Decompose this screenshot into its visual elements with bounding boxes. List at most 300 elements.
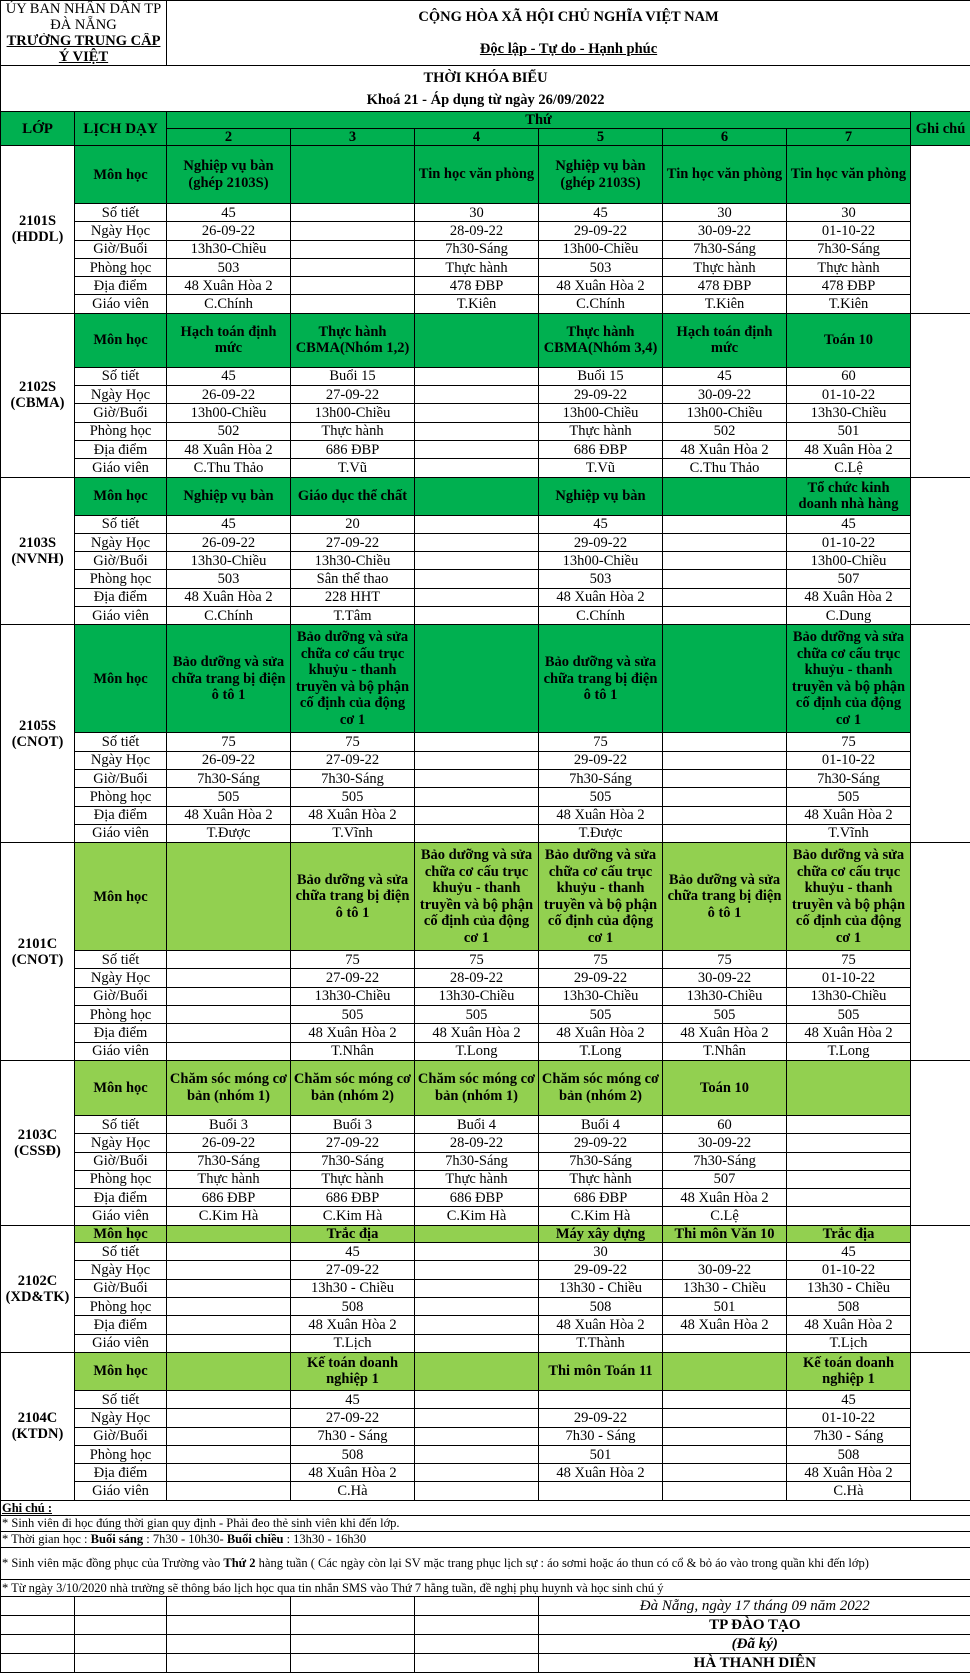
class-2104C-row-2	[1, 1409, 970, 1427]
value-cell	[415, 422, 539, 440]
value-cell: C.Kim Hà	[291, 1207, 415, 1225]
value-cell: 28-09-22	[415, 1134, 539, 1152]
header-row-2	[1, 33, 970, 66]
row-label: Ngày Học	[75, 969, 167, 987]
value-cell: T.Long	[787, 1042, 911, 1060]
value-cell: 7h30-Sáng	[539, 1152, 663, 1170]
class-2102C-row-2	[1, 1261, 970, 1279]
value-cell	[415, 1445, 539, 1463]
value-cell: 26-09-22	[167, 386, 291, 404]
class-code: 2101S	[18, 213, 57, 230]
row-label: Số tiết	[75, 1243, 167, 1261]
value-cell: 30-09-22	[663, 1261, 787, 1279]
class-2101S-row-2	[1, 222, 970, 240]
class-2102C-row-6	[1, 1334, 970, 1352]
signature-date: Đà Nẵng, ngày 17 tháng 09 năm 2022	[539, 1596, 970, 1615]
signature-dept: TP ĐÀO TẠO	[539, 1615, 970, 1634]
note-2-part: Buổi sáng	[90, 1532, 144, 1547]
value-cell: 501	[787, 422, 911, 440]
subtitle-row	[1, 90, 970, 112]
value-cell	[663, 751, 787, 769]
notes-row-3	[1, 1547, 970, 1579]
subject-cell	[167, 1352, 291, 1390]
value-cell: Thực hành	[291, 1170, 415, 1188]
value-cell: 28-09-22	[415, 222, 539, 240]
value-cell	[663, 806, 787, 824]
note-3	[1, 1547, 970, 1579]
row-label: Số tiết	[75, 1390, 167, 1408]
value-cell: 508	[787, 1445, 911, 1463]
blank-cell	[291, 1615, 415, 1634]
label-mon-hoc: Môn học	[75, 146, 167, 204]
class-2101C-row-4	[1, 1006, 970, 1024]
value-cell	[415, 1316, 539, 1334]
class-2101C-row-5	[1, 1024, 970, 1042]
subject-cell: Tin học văn phòng	[415, 146, 539, 204]
signature-name: HÀ THANH DIÊN	[539, 1653, 970, 1672]
value-cell	[415, 588, 539, 606]
value-cell: C.Kim Hà	[167, 1207, 291, 1225]
value-cell: T.Long	[415, 1042, 539, 1060]
subject-cell: Máy xây dựng	[539, 1225, 663, 1243]
value-cell: 75	[539, 733, 663, 751]
value-cell: 228 HHT	[291, 588, 415, 606]
subject-cell: Tổ chức kinh doanh nhà hàng	[787, 477, 911, 515]
subject-cell	[415, 1352, 539, 1390]
value-cell: 508	[291, 1445, 415, 1463]
value-cell	[291, 258, 415, 276]
value-cell: 48 Xuân Hòa 2	[663, 1024, 787, 1042]
value-cell	[663, 552, 787, 570]
class-name	[1, 625, 75, 843]
value-cell: 13h30-Chiều	[787, 404, 911, 422]
value-cell	[415, 788, 539, 806]
col-lich-day: LỊCH DẠY	[75, 112, 167, 146]
value-cell	[291, 277, 415, 295]
value-cell	[787, 1170, 911, 1188]
value-cell: 13h00-Chiều	[539, 404, 663, 422]
value-cell: T.Vĩnh	[291, 824, 415, 842]
signature-signed: (Đã ký)	[539, 1634, 970, 1653]
value-cell: Thực hành	[415, 258, 539, 276]
value-cell	[415, 1390, 539, 1408]
value-cell: C.Kim Hà	[415, 1207, 539, 1225]
value-cell	[167, 1006, 291, 1024]
row-label: Giờ/Buổi	[75, 1152, 167, 1170]
value-cell	[167, 1024, 291, 1042]
row-label: Giáo viên	[75, 459, 167, 477]
class-2101S-row-1	[1, 204, 970, 222]
label-mon-hoc: Môn học	[75, 1225, 167, 1243]
value-cell: 13h30-Chiều	[787, 987, 911, 1005]
value-cell	[663, 1409, 787, 1427]
value-cell: 75	[539, 951, 663, 969]
value-cell	[415, 607, 539, 625]
value-cell: 7h30 - Sáng	[291, 1427, 415, 1445]
class-major: (CNOT)	[11, 951, 64, 968]
class-major: (NVNH)	[11, 550, 64, 567]
value-cell: 686 ĐBP	[539, 1189, 663, 1207]
value-cell: 7h30-Sáng	[787, 769, 911, 787]
blank-cell	[415, 1596, 539, 1615]
class-2101C-row-6	[1, 1042, 970, 1060]
signature-row	[1, 1653, 970, 1672]
subject-cell: Bảo dưỡng và sửa chữa cơ cấu trục khuỷu - thanh truyền và bộ phận cố định của động cơ 1	[539, 843, 663, 951]
value-cell: 30	[663, 204, 787, 222]
value-cell: 27-09-22	[291, 386, 415, 404]
value-cell: 508	[291, 1298, 415, 1316]
row-label: Địa điểm	[75, 806, 167, 824]
value-cell: 507	[787, 570, 911, 588]
value-cell: 27-09-22	[291, 533, 415, 551]
subject-cell	[415, 625, 539, 733]
class-2102S-row-6	[1, 459, 970, 477]
blank-cell	[291, 1653, 415, 1672]
value-cell	[167, 1243, 291, 1261]
value-cell	[787, 1134, 911, 1152]
row-label: Giờ/Buổi	[75, 240, 167, 258]
value-cell: C.Thu Thảo	[167, 459, 291, 477]
value-cell	[415, 1279, 539, 1297]
class-2103S-row-3	[1, 552, 970, 570]
value-cell: C.Chính	[167, 607, 291, 625]
label-mon-hoc: Môn học	[75, 477, 167, 515]
subject-cell: Thi môn Văn 10	[663, 1225, 787, 1243]
value-cell: 30-09-22	[663, 386, 787, 404]
row-label: Ngày Học	[75, 533, 167, 551]
value-cell: 48 Xuân Hòa 2	[167, 440, 291, 458]
col-day-6: 6	[663, 129, 787, 146]
class-2103S-mon-row	[1, 477, 970, 515]
value-cell	[663, 607, 787, 625]
value-cell: T.Nhân	[291, 1042, 415, 1060]
value-cell: 507	[663, 1170, 787, 1188]
class-2102C-row-1	[1, 1243, 970, 1261]
row-label: Số tiết	[75, 204, 167, 222]
class-major: (HDDL)	[11, 229, 64, 246]
row-label: Địa điểm	[75, 440, 167, 458]
row-label: Ngày Học	[75, 1409, 167, 1427]
value-cell	[415, 386, 539, 404]
value-cell: 48 Xuân Hòa 2	[539, 1464, 663, 1482]
class-2105S-row-4	[1, 788, 970, 806]
value-cell: 75	[291, 951, 415, 969]
note-cell	[911, 1352, 970, 1500]
school-name: TRƯỜNG TRUNG CẤP Ý VIỆT	[1, 33, 167, 66]
subject-cell	[167, 843, 291, 951]
blank-cell	[291, 1634, 415, 1653]
value-cell: C.Hà	[787, 1482, 911, 1500]
value-cell: 505	[291, 788, 415, 806]
label-mon-hoc: Môn học	[75, 843, 167, 951]
value-cell: 26-09-22	[167, 533, 291, 551]
value-cell: 501	[663, 1298, 787, 1316]
value-cell	[415, 515, 539, 533]
row-label: Ngày Học	[75, 1261, 167, 1279]
value-cell	[167, 1298, 291, 1316]
subject-cell: Hạch toán định mức	[167, 313, 291, 367]
class-name	[1, 1352, 75, 1500]
col-thu: Thứ	[167, 112, 911, 129]
row-label: Địa điểm	[75, 588, 167, 606]
row-label: Giáo viên	[75, 1207, 167, 1225]
note-cell	[911, 1060, 970, 1225]
value-cell: 48 Xuân Hòa 2	[539, 277, 663, 295]
col-ghi-chu: Ghi chú	[911, 112, 970, 146]
value-cell: Thực hành	[539, 422, 663, 440]
value-cell: C.Chính	[167, 295, 291, 313]
value-cell	[663, 769, 787, 787]
value-cell: T.Kiên	[415, 295, 539, 313]
signature-row	[1, 1615, 970, 1634]
value-cell: 7h30-Sáng	[787, 240, 911, 258]
note-3-part: * Sinh viên mặc đồng phục của Trường vào	[2, 1556, 224, 1571]
value-cell	[663, 824, 787, 842]
class-2105S-row-3	[1, 769, 970, 787]
value-cell	[415, 1409, 539, 1427]
value-cell: 48 Xuân Hòa 2	[787, 1024, 911, 1042]
class-2105S-mon-row	[1, 625, 970, 733]
value-cell	[167, 1445, 291, 1463]
class-2103C-mon-row	[1, 1060, 970, 1115]
value-cell: Thực hành	[167, 1170, 291, 1188]
value-cell: 502	[663, 422, 787, 440]
value-cell: 26-09-22	[167, 751, 291, 769]
class-2105S-row-1	[1, 733, 970, 751]
class-2102S-row-1	[1, 367, 970, 385]
class-code: 2101C	[17, 935, 58, 952]
class-major: (CSSĐ)	[14, 1142, 61, 1159]
value-cell: Thực hành	[539, 1170, 663, 1188]
subject-cell	[663, 1352, 787, 1390]
value-cell: 48 Xuân Hòa 2	[167, 277, 291, 295]
class-2103C-row-3	[1, 1152, 970, 1170]
note-2-part: * Thời gian học :	[2, 1532, 91, 1547]
value-cell: 7h30-Sáng	[663, 1152, 787, 1170]
value-cell	[291, 295, 415, 313]
page-title: THỜI KHÓA BIỂU	[1, 66, 970, 90]
row-label: Phòng học	[75, 1445, 167, 1463]
class-2101S-row-5	[1, 277, 970, 295]
value-cell: 01-10-22	[787, 533, 911, 551]
note-cell	[911, 146, 970, 314]
value-cell: 48 Xuân Hòa 2	[539, 1024, 663, 1042]
value-cell: 478 ĐBP	[415, 277, 539, 295]
class-2102S-mon-row	[1, 313, 970, 367]
value-cell: 30-09-22	[663, 222, 787, 240]
value-cell: C.Dung	[787, 607, 911, 625]
value-cell: C.Thu Thảo	[663, 459, 787, 477]
value-cell: T.Lịch	[787, 1334, 911, 1352]
note-cell	[911, 477, 970, 625]
value-cell: 478 ĐBP	[663, 277, 787, 295]
subject-cell: Nghiệp vụ bàn	[167, 477, 291, 515]
value-cell	[415, 459, 539, 477]
value-cell: 48 Xuân Hòa 2	[539, 588, 663, 606]
subject-cell	[787, 1060, 911, 1115]
class-2103S-row-5	[1, 588, 970, 606]
col-lop: LỚP	[1, 112, 75, 146]
value-cell: 75	[167, 733, 291, 751]
value-cell: 13h00-Chiều	[291, 404, 415, 422]
class-name	[1, 313, 75, 477]
value-cell: 60	[787, 367, 911, 385]
value-cell: 13h30 - Chiều	[291, 1279, 415, 1297]
value-cell: 01-10-22	[787, 222, 911, 240]
value-cell: T.Vĩnh	[787, 824, 911, 842]
value-cell	[167, 1042, 291, 1060]
value-cell: 505	[787, 1006, 911, 1024]
value-cell: 686 ĐBP	[415, 1189, 539, 1207]
class-2101C-row-1	[1, 951, 970, 969]
value-cell	[415, 533, 539, 551]
row-label: Phòng học	[75, 258, 167, 276]
blank-cell	[75, 1596, 167, 1615]
value-cell: Thực hành	[787, 258, 911, 276]
value-cell: 27-09-22	[291, 1261, 415, 1279]
value-cell	[415, 367, 539, 385]
label-mon-hoc: Môn học	[75, 1352, 167, 1390]
value-cell: 13h00-Chiều	[539, 552, 663, 570]
value-cell	[167, 1427, 291, 1445]
value-cell: 75	[787, 951, 911, 969]
row-label: Địa điểm	[75, 277, 167, 295]
value-cell	[167, 1279, 291, 1297]
subject-cell: Chăm sóc móng cơ bản (nhóm 2)	[291, 1060, 415, 1115]
note-3-part: hàng tuần ( Các ngày còn lại SV mặc trang phục lịch sự : áo sơmi hoặc áo thun có cổ & bỏ áo vào trong quần khi đến lớp)	[255, 1556, 869, 1571]
value-cell: 686 ĐBP	[167, 1189, 291, 1207]
value-cell	[167, 1261, 291, 1279]
value-cell: 7h30-Sáng	[291, 1152, 415, 1170]
value-cell: 48 Xuân Hòa 2	[539, 806, 663, 824]
value-cell: 75	[291, 733, 415, 751]
blank-cell	[1, 1596, 75, 1615]
col-day-4: 4	[415, 129, 539, 146]
row-label: Giờ/Buổi	[75, 404, 167, 422]
value-cell: 26-09-22	[167, 1134, 291, 1152]
value-cell: 45	[539, 515, 663, 533]
notes-heading-row	[1, 1500, 970, 1515]
value-cell: 505	[415, 1006, 539, 1024]
class-2101C-mon-row	[1, 843, 970, 951]
value-cell: 48 Xuân Hòa 2	[291, 806, 415, 824]
value-cell: 48 Xuân Hòa 2	[663, 1189, 787, 1207]
value-cell: 20	[291, 515, 415, 533]
value-cell: 01-10-22	[787, 1409, 911, 1427]
value-cell: 13h30-Chiều	[167, 552, 291, 570]
value-cell: 13h00-Chiều	[539, 240, 663, 258]
row-label: Giáo viên	[75, 824, 167, 842]
value-cell	[663, 1334, 787, 1352]
value-cell: 48 Xuân Hòa 2	[415, 1024, 539, 1042]
country-name: CỘNG HÒA XÃ HỘI CHỦ NGHĨA VIỆT NAM	[167, 1, 970, 34]
row-label: Phòng học	[75, 1006, 167, 1024]
value-cell: 7h30-Sáng	[663, 240, 787, 258]
subject-cell: Trắc địa	[291, 1225, 415, 1243]
value-cell: 48 Xuân Hòa 2	[787, 440, 911, 458]
class-code: 2105S	[18, 717, 57, 734]
subject-cell: Bảo dưỡng và sửa chữa cơ cấu trục khuỷu - thanh truyền và bộ phận cố định của động cơ 1	[787, 625, 911, 733]
value-cell: 48 Xuân Hòa 2	[787, 588, 911, 606]
value-cell: 28-09-22	[415, 969, 539, 987]
value-cell: 45	[787, 1243, 911, 1261]
class-2104C-row-5	[1, 1464, 970, 1482]
value-cell	[291, 204, 415, 222]
value-cell	[167, 987, 291, 1005]
value-cell	[415, 1482, 539, 1500]
value-cell: 27-09-22	[291, 1134, 415, 1152]
notes-heading: Ghi chú :	[1, 1500, 970, 1515]
notes-row-1	[1, 1515, 970, 1531]
value-cell: Thực hành	[415, 1170, 539, 1188]
value-cell: T.Long	[539, 1042, 663, 1060]
value-cell	[663, 1445, 787, 1463]
value-cell: 01-10-22	[787, 751, 911, 769]
class-2102S-row-5	[1, 440, 970, 458]
note-cell	[911, 625, 970, 843]
row-label: Số tiết	[75, 951, 167, 969]
motto: Độc lập - Tự do - Hạnh phúc	[167, 33, 970, 66]
subject-cell: Trắc địa	[787, 1225, 911, 1243]
value-cell: 60	[663, 1115, 787, 1133]
class-2102C-row-4	[1, 1298, 970, 1316]
class-2102S-row-3	[1, 404, 970, 422]
label-mon-hoc: Môn học	[75, 313, 167, 367]
value-cell: 502	[167, 422, 291, 440]
value-cell: 7h30-Sáng	[415, 240, 539, 258]
value-cell: 13h00-Chiều	[787, 552, 911, 570]
class-2102S-row-2	[1, 386, 970, 404]
value-cell: 505	[539, 1006, 663, 1024]
value-cell: 45	[539, 204, 663, 222]
value-cell: C.Hà	[291, 1482, 415, 1500]
class-2104C-row-1	[1, 1390, 970, 1408]
row-label: Phòng học	[75, 1170, 167, 1188]
value-cell: 01-10-22	[787, 1261, 911, 1279]
value-cell: 7h30-Sáng	[415, 1152, 539, 1170]
subject-cell	[415, 1225, 539, 1243]
subject-cell: Toán 10	[787, 313, 911, 367]
value-cell	[539, 1482, 663, 1500]
value-cell: 501	[539, 1445, 663, 1463]
value-cell	[415, 751, 539, 769]
note-2	[1, 1531, 970, 1547]
value-cell	[415, 1464, 539, 1482]
class-2103S-row-2	[1, 533, 970, 551]
subject-cell: Nghiệp vụ bàn	[539, 477, 663, 515]
row-label: Giáo viên	[75, 607, 167, 625]
value-cell	[415, 440, 539, 458]
page-subtitle: Khoá 21 - Áp dụng từ ngày 26/09/2022	[1, 90, 970, 112]
subject-cell: Bảo dưỡng và sửa chữa cơ cấu trục khuỷu - thanh truyền và bộ phận cố định của động cơ 1	[291, 625, 415, 733]
value-cell: Buổi 4	[539, 1115, 663, 1133]
value-cell: 45	[291, 1390, 415, 1408]
class-code: 2102C	[17, 1272, 58, 1289]
value-cell	[415, 570, 539, 588]
value-cell	[663, 515, 787, 533]
value-cell: 478 ĐBP	[787, 277, 911, 295]
subject-cell: Bảo dưỡng và sửa chữa cơ cấu trục khuỷu - thanh truyền và bộ phận cố định của động cơ 1	[787, 843, 911, 951]
value-cell: 505	[663, 1006, 787, 1024]
value-cell: 29-09-22	[539, 533, 663, 551]
blank-cell	[75, 1653, 167, 1672]
value-cell	[415, 552, 539, 570]
blank-cell	[75, 1634, 167, 1653]
value-cell: 27-09-22	[291, 751, 415, 769]
class-name	[1, 1225, 75, 1352]
value-cell	[167, 1409, 291, 1427]
value-cell	[663, 733, 787, 751]
